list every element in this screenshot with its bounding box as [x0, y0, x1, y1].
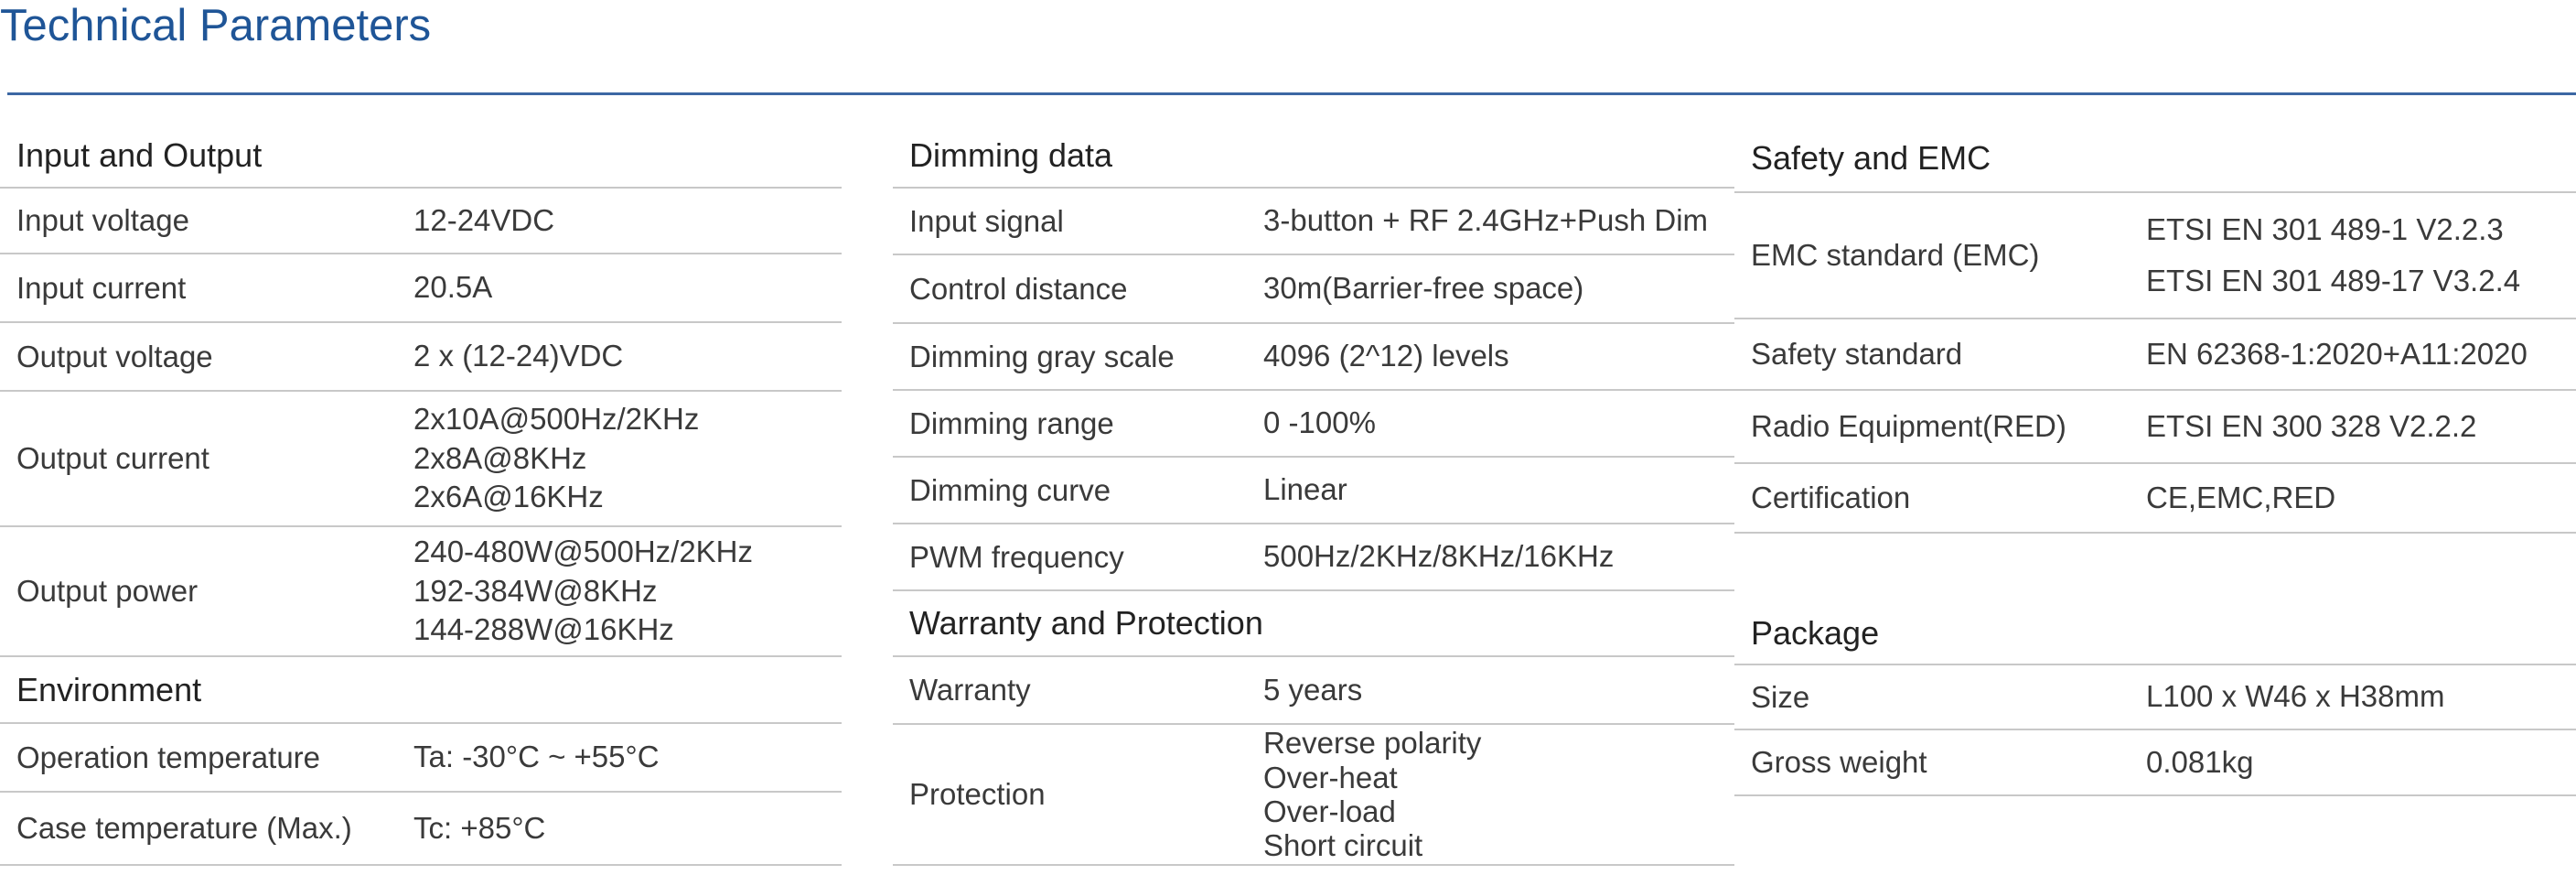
spec-label: Input current	[16, 270, 187, 305]
spec-label: Input signal	[909, 203, 1064, 238]
spec-label: Dimming curve	[909, 472, 1111, 507]
spec-row-dimming-range	[893, 391, 1734, 458]
spec-label: Output voltage	[16, 339, 213, 373]
section-header-environment	[0, 657, 842, 724]
section-title: Package	[1751, 613, 1880, 652]
spec-value: 0.081kg	[2146, 744, 2254, 779]
spec-label: Radio Equipment(RED)	[1751, 409, 2066, 443]
spec-value: ETSI EN 301 489-1 V2.2.3 ETSI EN 301 489-17 V3.2.4	[2146, 211, 2521, 297]
spec-label: Gross weight	[1751, 745, 1927, 779]
spec-value: ETSI EN 300 328 V2.2.2	[2146, 408, 2477, 443]
section-title: Input and Output	[16, 136, 263, 174]
spec-row-operation-temperature	[0, 724, 842, 793]
spec-value: 500Hz/2KHz/8KHz/16KHz	[1263, 539, 1615, 574]
spec-value: 2 x (12-24)VDC	[413, 339, 624, 373]
spec-row-control-distance	[893, 255, 1734, 324]
spec-label: Size	[1751, 679, 1810, 714]
spec-row-pwm-frequency	[893, 524, 1734, 591]
section-title: Environment	[16, 670, 202, 708]
section-title: Warranty and Protection	[909, 604, 1263, 642]
spec-label: Case temperature (Max.)	[16, 811, 352, 845]
spec-label: Input voltage	[16, 203, 189, 237]
spec-row-dimming-curve	[893, 458, 1734, 524]
section-header-warranty-protection	[893, 591, 1734, 657]
section-title: Dimming data	[909, 136, 1113, 174]
spec-column-1	[0, 124, 842, 866]
spec-row-output-voltage	[0, 323, 842, 392]
spec-row-radio-equipment	[1734, 391, 2576, 464]
spec-value: 12-24VDC	[413, 202, 555, 237]
spec-label: PWM frequency	[909, 539, 1124, 574]
spec-row-gross-weight	[1734, 730, 2576, 796]
spec-value: 30m(Barrier-free space)	[1263, 271, 1584, 306]
spec-row-emc-standard	[1734, 193, 2576, 319]
spec-label: Warranty	[909, 673, 1031, 707]
spec-row-input-signal	[893, 189, 1734, 255]
spec-value: 4096 (2^12) levels	[1263, 339, 1509, 373]
spec-row-dimming-gray-scale	[893, 324, 1734, 391]
spec-row-safety-standard	[1734, 319, 2576, 391]
section-header-dimming-data	[893, 124, 1734, 189]
spec-label: Dimming range	[909, 405, 1114, 440]
spec-row-warranty	[893, 657, 1734, 725]
section-header-package	[1734, 602, 2576, 665]
spec-value: Ta: -30°C ~ +55°C	[413, 740, 660, 774]
spec-row-protection	[893, 725, 1734, 866]
spec-label: Dimming gray scale	[909, 339, 1175, 373]
spec-value: 240-480W@500Hz/2KHz 192-384W@8KHz 144-288W@16KHz	[413, 534, 754, 647]
spec-value: 5 years	[1263, 672, 1363, 707]
spec-value: 2x10A@500Hz/2KHz 2x8A@8KHz 2x6A@16KHz	[413, 401, 700, 514]
spec-label: Operation temperature	[16, 740, 321, 774]
spec-label: Control distance	[909, 271, 1128, 306]
spec-value: Linear	[1263, 472, 1347, 507]
spec-row-input-voltage	[0, 189, 842, 254]
column-spacer	[1734, 534, 2576, 602]
spec-value: 20.5A	[413, 270, 493, 305]
spec-value: L100 x W46 x H38mm	[2146, 679, 2445, 714]
section-header-safety-emc	[1734, 124, 2576, 193]
spec-row-output-power	[0, 527, 842, 657]
spec-row-size	[1734, 665, 2576, 730]
spec-column-2	[893, 124, 1734, 866]
spec-value: CE,EMC,RED	[2146, 480, 2336, 514]
spec-label: Output current	[16, 441, 209, 475]
spec-value: EN 62368-1:2020+A11:2020	[2146, 336, 2528, 371]
section-title: Safety and EMC	[1751, 138, 1991, 177]
page-title: Technical Parameters	[0, 1, 432, 50]
spec-label: Safety standard	[1751, 337, 1963, 371]
spec-row-case-temperature	[0, 793, 842, 866]
spec-row-output-current	[0, 392, 842, 527]
spec-row-input-current	[0, 254, 842, 323]
spec-value: Tc: +85°C	[413, 810, 546, 845]
spec-column-3	[1734, 124, 2576, 796]
spec-row-certification	[1734, 464, 2576, 534]
spec-value: 0 -100%	[1263, 405, 1376, 440]
spec-value: 3-button + RF 2.4GHz+Push Dim	[1263, 203, 1709, 238]
spec-label: Protection	[909, 777, 1046, 811]
title-divider	[7, 92, 2576, 95]
section-header-input-output	[0, 124, 842, 189]
spec-label: Certification	[1751, 481, 1911, 514]
spec-label: Output power	[16, 574, 199, 608]
spec-value: Reverse polarity Over-heat Over-load Short circuit	[1263, 726, 1482, 863]
spec-label: EMC standard (EMC)	[1751, 238, 2040, 272]
